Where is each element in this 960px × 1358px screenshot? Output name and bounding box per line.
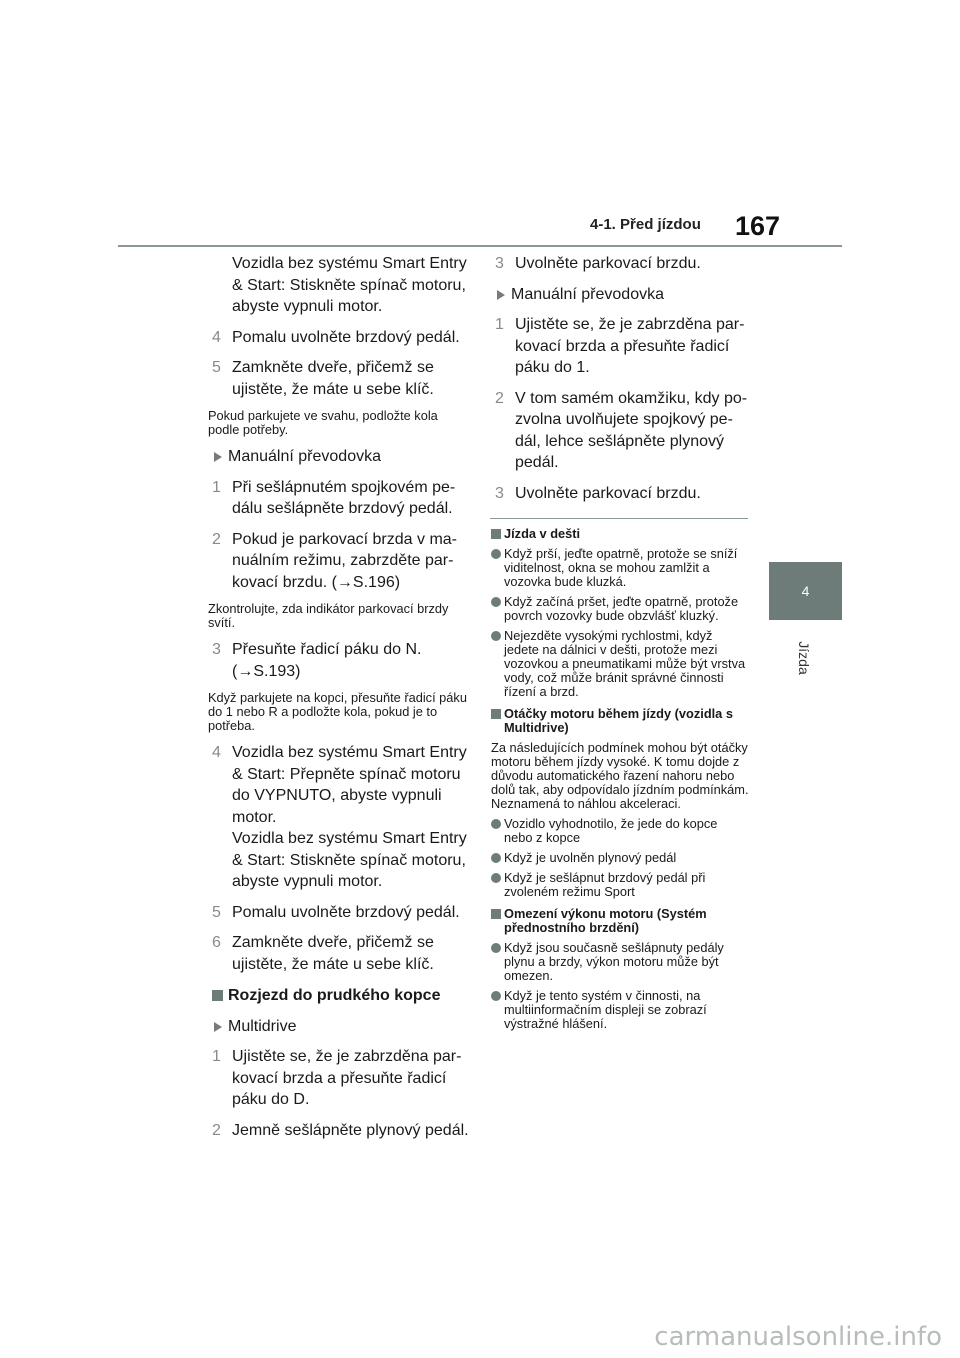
- section-divider: [490, 518, 748, 519]
- heading-text: Otáčky motoru během jízdy (vozidla s Multidrive): [504, 706, 733, 735]
- bullet-text: Když prší, jeďte opatrně, protože se sníží viditelnost, okna se mohou zamlžit a vozovka bude kluzká.: [504, 546, 738, 589]
- multidrive-heading: [208, 1016, 470, 1038]
- step-text: Jemně sešlápněte plynový pedál.: [232, 1121, 469, 1139]
- step-number: 2: [212, 1121, 221, 1139]
- heading-text: Rozjezd do prudkého kopce: [228, 987, 441, 1004]
- bullet-text: Když je sešlápnut brzdový pedál při zvoleném režimu Sport: [504, 870, 706, 899]
- square-bullet-icon: [212, 990, 223, 1001]
- subheading-text: Multidrive: [228, 1017, 297, 1035]
- circle-bullet-icon: [491, 943, 501, 953]
- rain-bullet-2: [491, 595, 749, 623]
- subheading-text: Manuální převodovka: [228, 448, 381, 465]
- step-text: Přesuňte řadicí páku do N. (→S.193): [232, 641, 422, 680]
- step-number: 6: [212, 934, 221, 951]
- manual-step-5: [208, 902, 470, 924]
- step-number: 1: [212, 478, 221, 496]
- step-number: 3: [495, 255, 504, 272]
- hill-manual-step-3: [491, 483, 749, 505]
- rain-bullet-1: [491, 547, 749, 589]
- chapter-tab: 4: [769, 562, 842, 620]
- watermark: carmanualsonline.info: [654, 1322, 942, 1352]
- step-text: Pokud je parkovací brzda v manuálním režimu, zabrzděte parkovací brzdu. (→S.196): [232, 530, 457, 591]
- step-text: Uvolněte parkovací brzdu.: [515, 255, 701, 272]
- triangle-arrow-icon: [497, 290, 505, 300]
- heading-text: Omezení výkonu motoru (Systém přednostního brzdění): [504, 906, 707, 935]
- triangle-arrow-icon: [214, 452, 222, 462]
- step-number: 1: [212, 1048, 221, 1065]
- step-4: [208, 327, 470, 349]
- left-column: [208, 253, 470, 1141]
- rain-heading: [491, 527, 749, 541]
- hill-step-1: [208, 1046, 470, 1111]
- manual-step-4: [208, 742, 470, 828]
- manual-transmission-heading: [491, 284, 749, 306]
- step-number: 2: [212, 530, 221, 548]
- manual-step-6: [208, 932, 470, 975]
- manual-step-3: [208, 639, 470, 682]
- rpm-bullet-1: [491, 817, 749, 845]
- chapter-name-label: Jízda: [796, 641, 812, 675]
- manual-transmission-heading: [208, 446, 470, 468]
- step-text: Uvolněte parkovací brzdu.: [515, 484, 701, 502]
- bullet-text: Když je uvolněn plynový pedál: [504, 850, 677, 865]
- hill-step-3: [491, 253, 749, 275]
- page-number: 167: [735, 211, 781, 241]
- square-bullet-icon: [491, 909, 501, 919]
- step-number: 5: [212, 359, 221, 376]
- square-bullet-icon: [491, 709, 501, 719]
- step-text: Vozidla bez systému Smart Entry & Start: Přepněte spínač motoru do VYPNUTO, abyste vypnuli motor.: [232, 744, 467, 826]
- circle-bullet-icon: [491, 549, 501, 559]
- note-slope: Pokud parkujete ve svahu, podložte kola podle potřeby.: [208, 408, 438, 437]
- circle-bullet-icon: [491, 853, 501, 863]
- step-text: Zamkněte dveře, přičemž se ujistěte, že máte u sebe klíč.: [232, 934, 434, 973]
- limit-heading: [491, 907, 749, 935]
- step-number: 2: [495, 389, 504, 407]
- step-text: V tom samém okamžiku, kdy pozvolna uvolňujete spojkový pedál, lehce sešlápněte plynový pedál.: [515, 389, 748, 471]
- heading-text: Jízda v dešti: [504, 526, 581, 541]
- header-divider: [118, 245, 842, 247]
- circle-bullet-icon: [491, 819, 501, 829]
- step-text: Při sešlápnutém spojkovém pedálu sešlápněte brzdový pedál.: [232, 478, 456, 517]
- step-text: Ujistěte se, že je zabrzděna parkovací brzda a přesuňte řadicí páku do D.: [232, 1048, 462, 1108]
- note-hill-parking: Když parkujete na kopci, přesuňte řadicí páku do 1 nebo R a podložte kola, pokud je to potřeba.: [208, 690, 467, 733]
- rpm-bullet-3: [491, 871, 749, 899]
- step-5: [208, 357, 470, 400]
- limit-bullet-2: [491, 989, 749, 1031]
- manual-step-1: [208, 477, 470, 520]
- circle-bullet-icon: [491, 631, 501, 641]
- hill-step-2: [208, 1120, 470, 1142]
- circle-bullet-icon: [491, 597, 501, 607]
- circle-bullet-icon: [491, 873, 501, 883]
- step-number: 1: [495, 316, 504, 333]
- square-bullet-icon: [491, 529, 501, 539]
- manual-step-2: [208, 529, 470, 594]
- step-text: Ujistěte se, že je zabrzděna parkovací brzda a přesuňte řadicí páku do 1.: [515, 316, 745, 376]
- rpm-bullet-2: [491, 851, 749, 865]
- hill-start-heading: [208, 985, 470, 1007]
- bullet-text: Vozidlo vyhodnotilo, že jede do kopce nebo z kopce: [504, 816, 718, 845]
- chapter-name: [774, 628, 834, 688]
- bullet-text: Když začíná pršet, jeďte opatrně, protože povrch vozovky bude obzvlášť kluzký.: [504, 594, 739, 623]
- step-number: 3: [495, 484, 504, 502]
- bullet-text: Když je tento systém v činnosti, na multiinformačním displeji se zobrazí výstražné hlášení.: [504, 988, 707, 1031]
- step-number: 3: [212, 641, 221, 658]
- bullet-text: Nejezděte vysokými rychlostmi, když jedete na dálnici v dešti, protože mezi vozovkou a pneumatikami může být vrstva vody, což může bránit správné činnosti řízení a brzd.: [504, 628, 746, 699]
- step-continuation: Vozidla bez systému Smart Entry & Start: Stiskněte spínač motoru, abyste vypnuli motor.: [232, 255, 467, 315]
- step-number: 4: [212, 744, 221, 761]
- hill-manual-step-1: [491, 314, 749, 379]
- hill-manual-step-2: [491, 388, 749, 474]
- step-text: Zamkněte dveře, přičemž se ujistěte, že máte u sebe klíč.: [232, 359, 434, 398]
- note-parking-indicator: Zkontrolujte, zda indikátor parkovací brzdy svítí.: [208, 601, 449, 630]
- right-column: [491, 253, 749, 1031]
- bullet-text: Když jsou současně sešlápnuty pedály plynu a brzdy, výkon motoru může být omezen.: [504, 940, 724, 983]
- rain-bullet-3: [491, 629, 749, 699]
- rpm-heading: [491, 707, 749, 735]
- section-title: 4-1. Před jízdou: [590, 216, 701, 233]
- rpm-paragraph: Za následujících podmínek mohou být otáčky motoru během jízdy vysoké. K tomu dojde z důvodu automatického řazení nahoru nebo dolů tak, aby odpovídalo jízdním podmínkám. Neznamená to náhlou akceleraci.: [491, 740, 749, 811]
- step-text: Pomalu uvolněte brzdový pedál.: [232, 328, 460, 346]
- limit-bullet-1: [491, 941, 749, 983]
- subheading-text: Manuální převodovka: [511, 285, 664, 303]
- triangle-arrow-icon: [214, 1022, 222, 1032]
- manual-step-4-alt: Vozidla bez systému Smart Entry & Start: Stiskněte spínač motoru, abyste vypnuli motor.: [232, 830, 467, 890]
- circle-bullet-icon: [491, 991, 501, 1001]
- step-number: 4: [212, 328, 221, 346]
- step-number: 5: [212, 903, 221, 921]
- step-text: Pomalu uvolněte brzdový pedál.: [232, 903, 460, 921]
